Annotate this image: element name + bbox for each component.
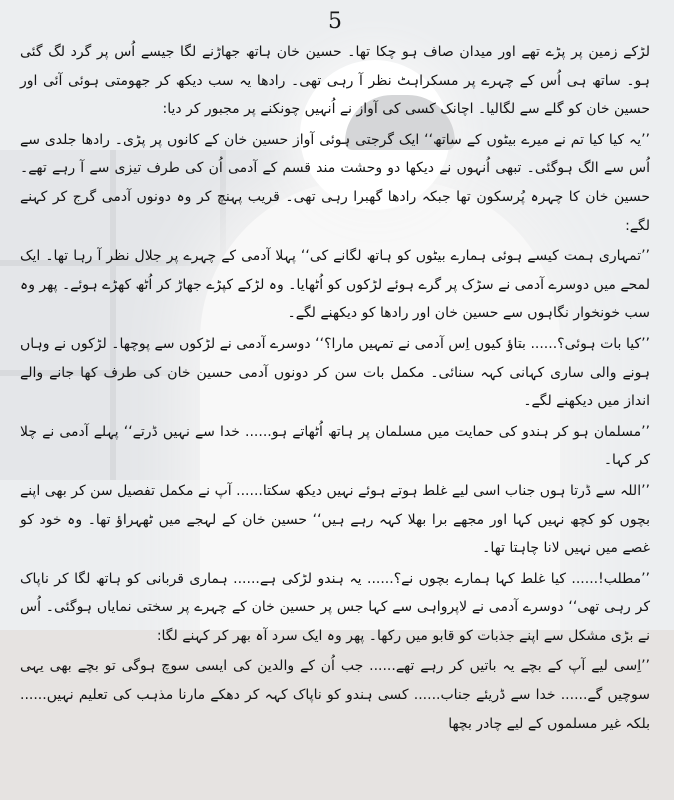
paragraph: ’’اللہ سے ڈرتا ہوں جناب اسی لیے غلط ہوتے ہوئے نہیں دیکھ سکتا...... آپ نے مکمل تفصیل سن کر بھی اپنے بچوں کو کچھ نہیں کہا اور مجھے برا بھلا کہہ رہے ہیں‘‘ حسین خان کے لہجے میں ٹھہراؤ تھا۔ وہ خود کو غصے میں نہیں لانا چاہتا تھا۔ <box>20 482 650 557</box>
paragraph: ’’مطلب!...... کیا غلط کہا ہمارے بچوں نے؟...... یہ ہندو لڑکی ہے...... ہماری قربانی کو ہاتھ لگا کر ناپاک کر رہی تھی‘‘ دوسرے آدمی نے لاپرواہی سے کہا جس پر حسین خان کے چہرے پر سختی نمایاں ہوگئی۔ اُس نے بڑی مشکل سے اپنے جذبات کو قابو میں رکھا۔ پھر وہ ایک سرد آہ بھر کر کہنے لگا: <box>20 570 650 644</box>
paragraph: ’’مسلمان ہو کر ہندو کی حمایت میں مسلمان پر ہاتھ اُٹھاتے ہو...... خدا سے نہیں ڈرتے‘‘ پہلے آدمی نے چلا کر کہا۔ <box>20 423 650 469</box>
paragraph: ’’یہ کیا کیا تم نے میرے بیٹوں کے ساتھ‘‘ ایک گرجتی ہوئی آواز حسین خان کے کانوں پر پڑی۔ رادھا جلدی سے اُس سے الگ ہوگئی۔ تبھی اُنہوں نے دیکھا دو وحشت مند قسم کے آدمی اُن کی طرف تیزی سے آ رہے تھے۔ حسین خان کا چہرہ پُرسکون تھا جبکہ رادھا گھبرا رہی تھی۔ قریب پہنچ کر وہ دونوں آدمی گرج کر کہنے لگے: <box>20 131 650 234</box>
paragraph: لڑکے زمین پر پڑے تھے اور میدان صاف ہو چکا تھا۔ حسین خان ہاتھ جھاڑنے لگا جیسے اُس پر گرد لگ گئی ہو۔ ساتھ ہی اُس کے چہرے پر مسکراہٹ نظر آ رہی تھی۔ رادھا یہ سب دیکھ کر جھومتی ہوئی آئی اور حسین خان کو گلے سے لگالیا۔ اچانک کسی کی آواز نے اُنہیں چونکنے پر مجبور کر دیا: <box>20 44 650 118</box>
paragraph: ’’اِسی لیے آپ کے بچے یہ باتیں کر رہے تھے...... جب اُن کے والدین کی ایسی سوچ ہوگی تو بچے بھی یہی سوچیں گے...... خدا سے ڈریئے جناب...... کسی ہندو کو ناپاک کہہ کر دھکے مارنا مذہب کی تعلیم نہیں...... بلکہ غیر مسلموں کے لیے چادر بچھا <box>20 658 650 732</box>
paragraph: ’’کیا بات ہوئی؟...... بتاؤ کیوں اِس آدمی نے تمہیں مارا؟‘‘ دوسرے آدمی نے لڑکوں سے پوچھا۔ لڑکوں نے وہاں ہونے والی ساری کہانی کہہ سنائی۔ مکمل بات سن کر دونوں آدمی حسین خان کی طرف کھا جانے والے انداز میں دیکھنے لگے۔ <box>20 335 650 410</box>
page-number: 5 <box>328 9 342 34</box>
paragraph: ’’تمہاری ہمت کیسے ہوئی ہمارے بیٹوں کو ہاتھ لگانے کی‘‘ پہلا آدمی کے چہرے پر جلال نظر آ رہا تھا۔ ایک لمحے میں دوسرے آدمی نے سڑک پر گرے ہوئے لڑکوں کو اُٹھایا۔ وہ لڑکے کپڑے جھاڑ کر اُٹھ کھڑے ہوئے۔ پھر وہ سب خونخوار نگاہوں سے حسین خان اور رادھا کو دیکھنے لگے۔ <box>20 248 650 322</box>
